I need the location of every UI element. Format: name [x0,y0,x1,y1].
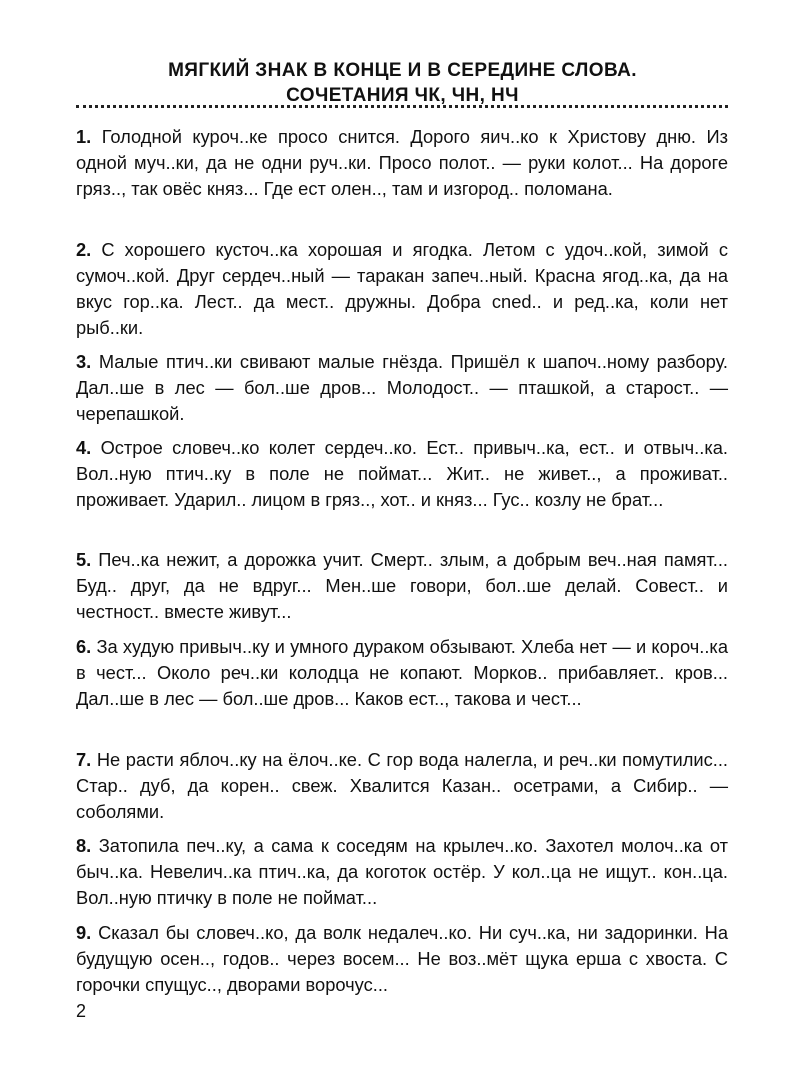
exercise-text: Печ..ка нежит, а дорожка учит. Смерт.. злым, а добрым веч..ная памят... Буд.. друг, да не вдруг... Мен..ше говори, бол..ше делай. Совест.. и честност.. вместе живут... [76,549,728,622]
title-line-1: МЯГКИЙ ЗНАК В КОНЦЕ И В СЕРЕДИНЕ СЛОВА. [168,60,637,81]
exercise-3 [76,349,728,427]
exercise-text: Не расти яблоч..ку на ёлоч..ке. С гор вода налегла, и реч..ки помутилис... Стар.. дуб, да корен.. свеж. Хвалится Казан.. осетрами, а Сибир.. — соболями. [76,749,728,822]
exercise-text: Голодной куроч..ке просо снится. Дорого яич..ко к Христову дню. Из одной муч..ки, да не одни руч..ки. Просо полот.. — руки колот... На дороге гряз.., так овёс княз... Где ест олен.., там и изгород.. поломана. [76,126,728,199]
exercise-text: Острое словеч..ко колет сердеч..ко. Ест.. привыч..ка, ест.. и отвыч..ка. Вол..ную птич..ку в поле не поймат... Жит.. не живет.., а проживат.. проживает. Ударил.. лицом в гряз.., хот.. и княз... Гус.. козлу не брат... [76,437,728,510]
exercise-number: 6. [76,636,92,657]
exercise-2 [76,237,728,341]
exercise-number: 5. [76,549,92,570]
exercise-9 [76,920,728,998]
exercise-6 [76,634,728,712]
exercise-text: Сказал бы словеч..ко, да волк недалеч..ко. Ни суч..ка, ни задоринки. На будущую осен.., годов.. через восем... Не воз..мёт щука ерша с хвоста. С горочки спущус.., дворами ворочус... [76,922,728,995]
exercise-number: 7. [76,749,92,770]
exercise-text: Малые птич..ки свивают малые гнёзда. Пришёл к шапоч..ному разбору. Дал..ше в лес — бол..ше дров... Молодост.. — пташкой, а старост.. — черепашкой. [76,351,728,424]
exercise-1 [76,124,728,202]
dotted-divider [76,105,728,108]
page-number: 2 [76,1001,87,1021]
exercise-text: Затопила печ..ку, а сама к соседям на крылеч..ко. Захотел молоч..ка от быч..ка. Невелич..ка птич..ка, да коготок остёр. У кол..ца не ищут.. кон..ца. Вол..ную птичку в поле не поймат... [76,835,728,908]
exercise-7 [76,747,728,825]
page-title [70,58,735,108]
exercise-number: 4. [76,437,92,458]
exercise-number: 8. [76,835,92,856]
exercise-number: 9. [76,922,92,943]
exercise-number: 3. [76,351,92,372]
exercise-8 [76,833,728,911]
exercise-text: За худую привыч..ку и умного дураком обзывают. Хлеба нет — и короч..ка в чест... Около реч..ки колодца не копают. Морков.. прибавляет.. кров... Дал..ше в лес — бол..ше дров... Каков ест.., такова и чест... [76,636,728,709]
title-line-2: СОЧЕТАНИЯ ЧК, ЧН, НЧ [286,85,519,106]
exercise-4 [76,435,728,513]
exercise-text: С хорошего кусточ..ка хорошая и ягодка. Летом с удоч..кой, зимой с сумоч..кой. Друг сердеч..ный — таракан запеч..ный. Красна ягод..ка, да на вкус гор..ка. Лест.. да мест.. дружны. Добра сned.. и ред..ка, коли нет рыб..ки. [76,239,728,338]
exercise-number: 1. [76,126,92,147]
exercise-number: 2. [76,239,92,260]
exercise-5 [76,547,728,625]
